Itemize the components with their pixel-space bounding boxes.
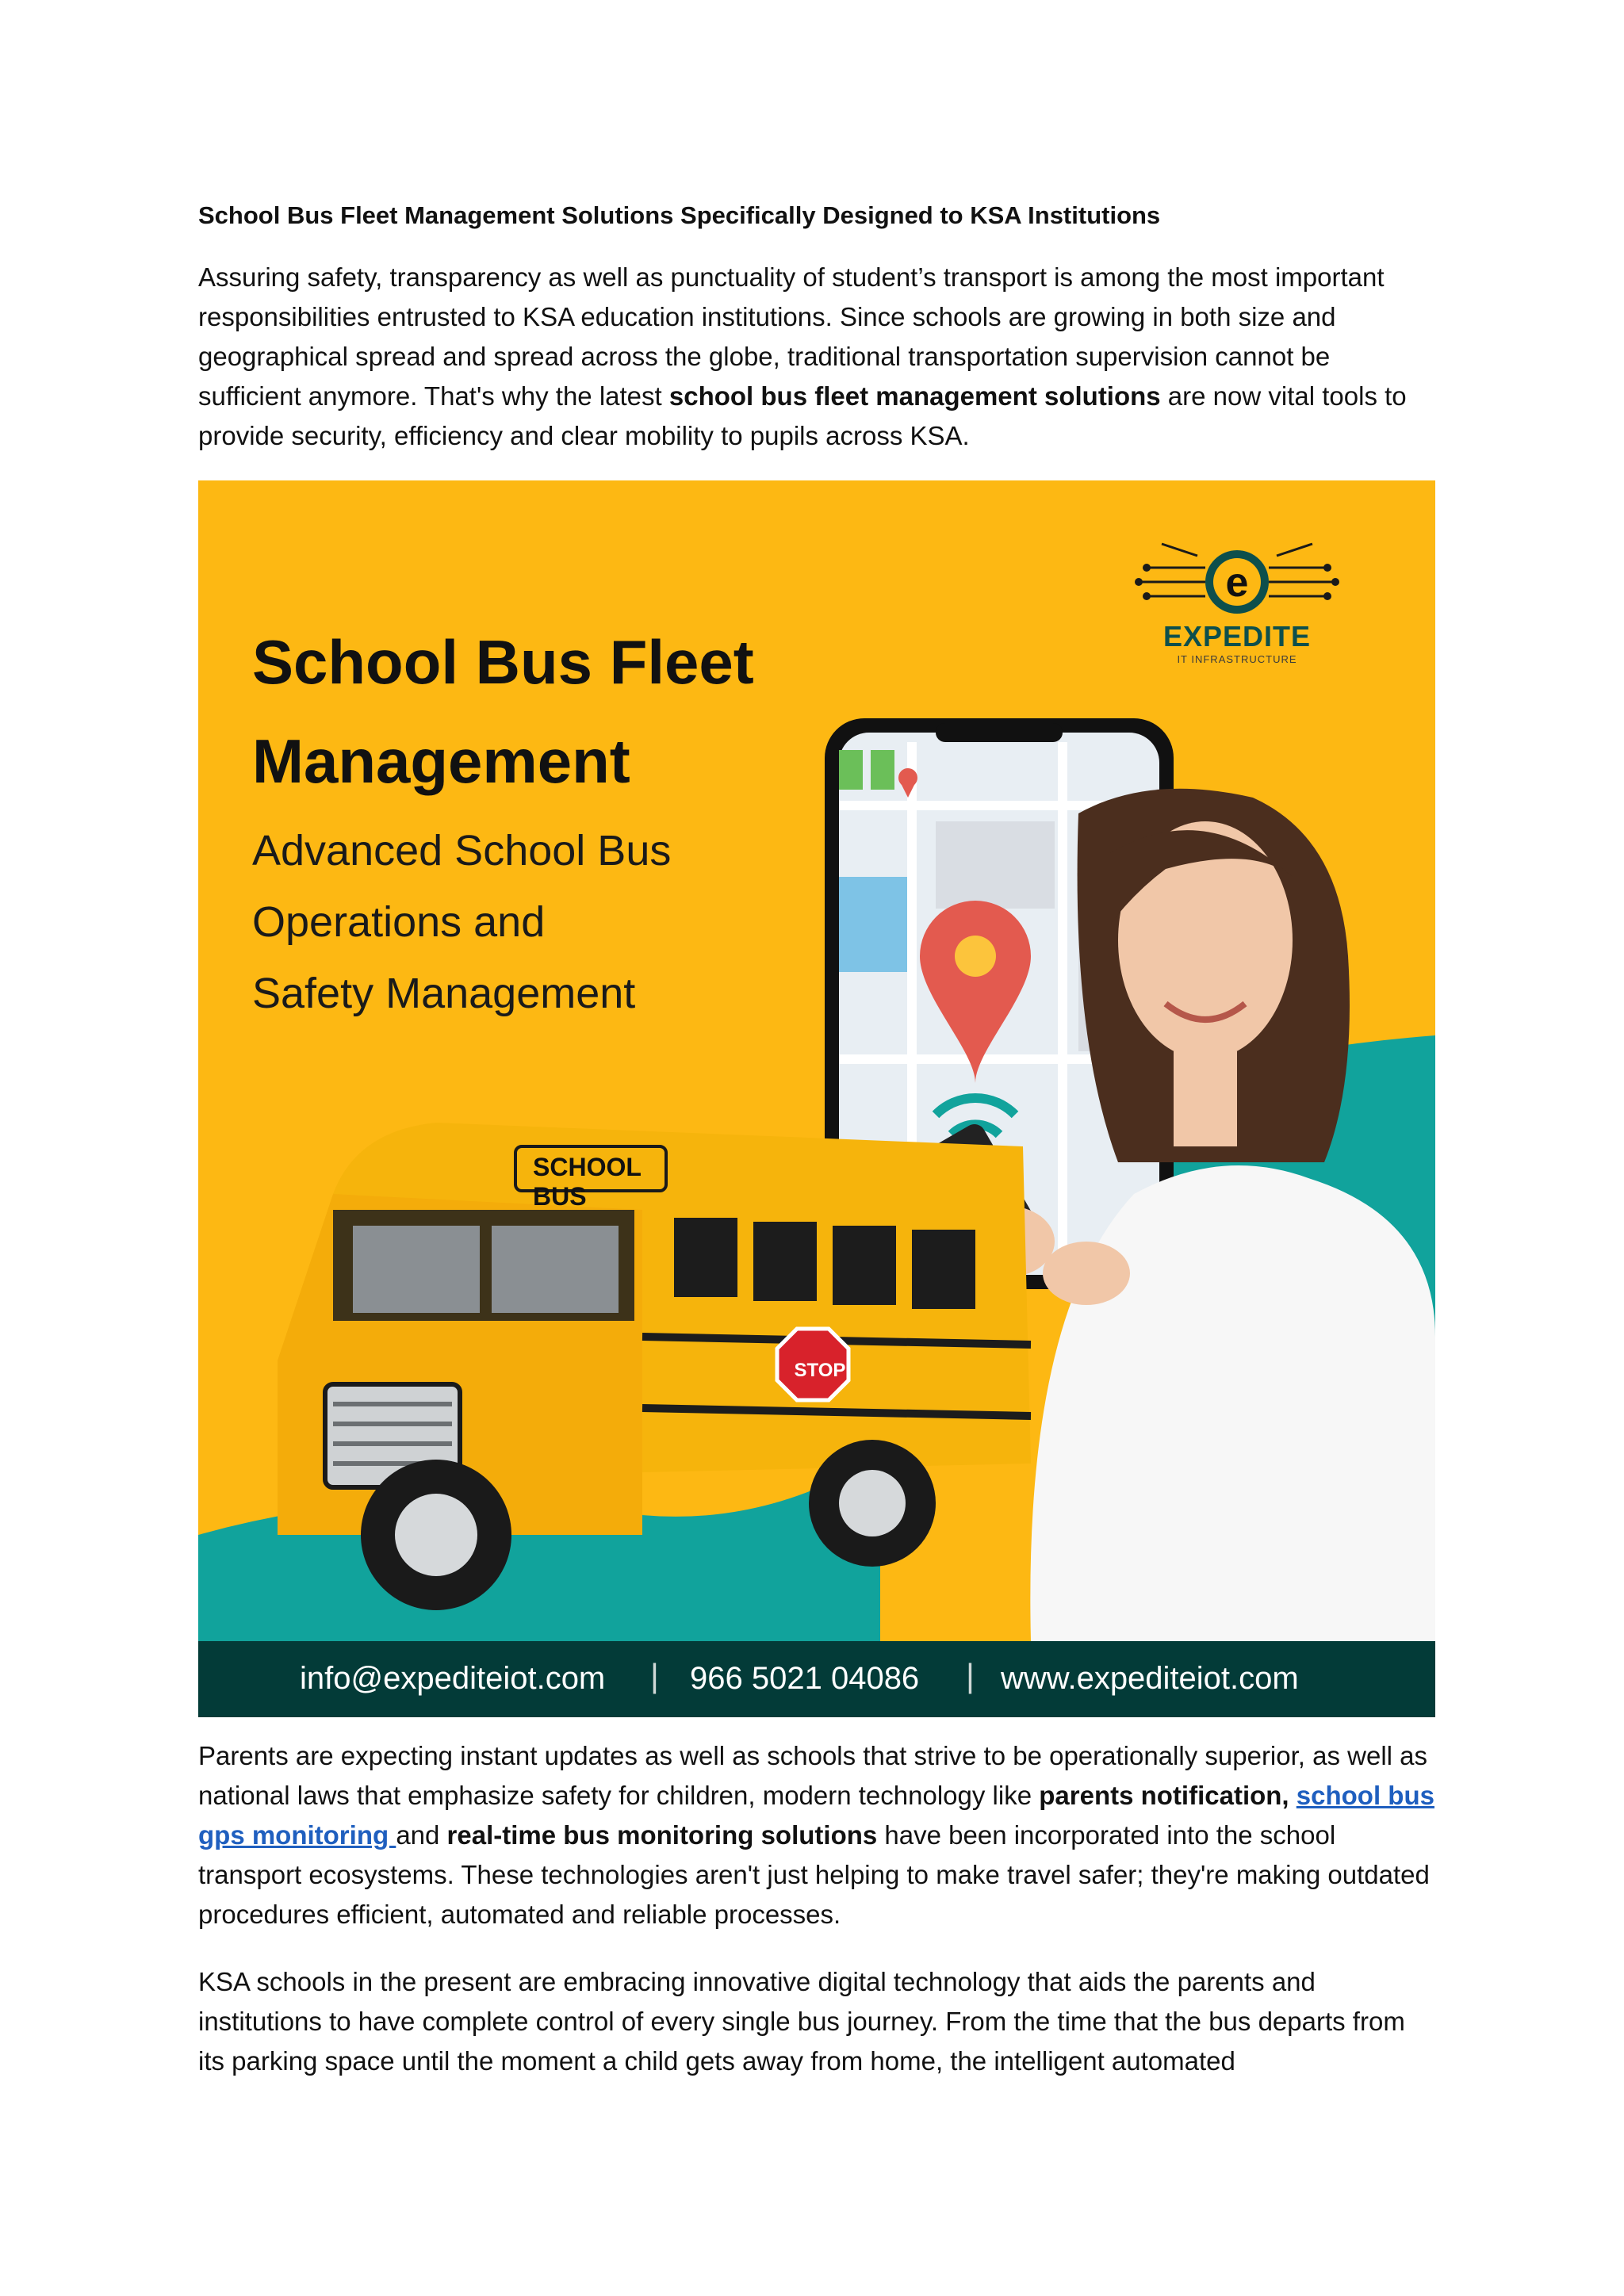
- footer-phone: 966 5021 04086: [690, 1661, 920, 1696]
- logo-name: EXPEDITE: [1162, 620, 1312, 652]
- footer-separator: |: [650, 1657, 659, 1694]
- footer-separator: |: [966, 1657, 975, 1694]
- gps-monitoring-link[interactable]: school bus gps monitoring: [198, 1781, 1434, 1850]
- paragraph-intro-text-b: are now vital tools to provide security, efficiency and clear mobility to pupils across KSA.: [198, 381, 1407, 450]
- paragraph-technology-bold-a: parents notification,: [1039, 1781, 1289, 1810]
- stop-sign-label: STOP: [794, 1360, 846, 1381]
- paragraph-technology-text-c: have been incorporated into the school transport ecosystems. These technologies aren't just helping to make travel safer; they're making outdated procedures efficient, automated and reliable processes.: [198, 1820, 1430, 1929]
- paragraph-intro-bold: school bus fleet management solutions: [668, 381, 1161, 411]
- paragraph-intro-text-a: Assuring safety, transparency as well as punctuality of student’s transport is among the most important responsibilities entrusted to KSA education institutions. Since schools are growing in both size and geographical spread and spread across the globe, traditional transportation supervision cannot be sufficient anymore. That's why the latest: [198, 262, 1385, 411]
- footer-email: info@expediteiot.com: [300, 1661, 606, 1696]
- logo-tagline: IT INFRASTRUCTURE: [1177, 653, 1297, 665]
- banner-image: [198, 480, 1435, 1717]
- paragraph-intro: [198, 258, 1435, 456]
- banner-title-line1: School Bus Fleet: [252, 627, 754, 697]
- banner-subtitle-line2: Operations and: [252, 898, 546, 946]
- footer-website: www.expediteiot.com: [1001, 1661, 1299, 1696]
- banner-subtitle-line3: Safety Management: [252, 970, 636, 1017]
- banner-subtitle-line1: Advanced School Bus: [252, 827, 672, 874]
- bus-sign-label: SCHOOL BUS: [533, 1153, 642, 1211]
- document-heading: School Bus Fleet Management Solutions Specifically Designed to KSA Institutions: [198, 201, 1161, 229]
- paragraph-ksa-schools: KSA schools in the present are embracing innovative digital technology that aids the parents and institutions to have complete control of every single bus journey. From the time that the bus departs from its parking space until the moment a child gets away from home, the intelligent automated: [198, 1967, 1405, 2076]
- banner-title-line2: Management: [252, 726, 630, 796]
- paragraph-technology-text-b: and: [396, 1820, 447, 1850]
- paragraph-technology: [198, 1736, 1435, 1934]
- paragraph-technology-text-a: Parents are expecting instant updates as well as schools that strive to be operationally superior, as well as national laws that emphasize safety for children, modern technology like: [198, 1741, 1428, 1810]
- logo-letter: e: [1225, 560, 1249, 606]
- paragraph-technology-bold-b: real-time bus monitoring solutions: [446, 1820, 878, 1850]
